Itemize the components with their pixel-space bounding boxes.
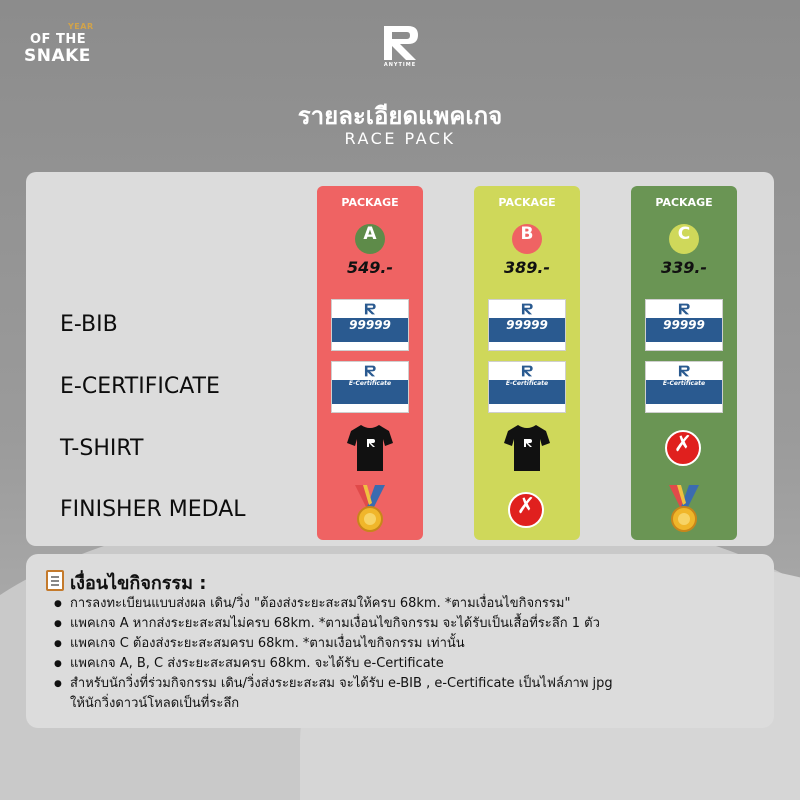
- package-price: 389.-: [503, 258, 551, 277]
- conditions-title: [46, 568, 206, 597]
- package-label: PACKAGE: [655, 196, 713, 209]
- tshirt-icon: [347, 423, 393, 473]
- not-included-icon: ✗: [508, 492, 544, 528]
- r-logo-icon: [520, 365, 534, 377]
- package-letter-badge: C: [669, 224, 699, 254]
- package-a-column: [317, 186, 423, 540]
- row-label-ebib: E-BIB: [60, 312, 118, 337]
- bib-number: 99999: [332, 318, 408, 342]
- ebib-image: [331, 299, 409, 351]
- tshirt-icon: [504, 423, 550, 473]
- badge-line1: OF THE: [30, 32, 87, 47]
- r-logo-icon: [677, 303, 691, 315]
- ecertificate-image: [331, 361, 409, 413]
- package-letter-badge: A: [355, 224, 385, 254]
- condition-item: ● การลงทะเบียนแบบส่งผล เดิน/วิ่ง "ต้องส่งระยะสะสมให้ครบ 68km. *ตามเงื่อนไขกิจกรรม": [54, 594, 754, 614]
- condition-item: ● แพคเกจ A, B, C ส่งระยะสะสมครบ 68km. จะได้รับ e-Certificate: [54, 654, 754, 674]
- r-logo-icon: [363, 365, 377, 377]
- package-price: 549.-: [346, 258, 394, 277]
- badge-line2: SNAKE: [24, 46, 91, 66]
- certificate-text: E-Certificate: [332, 380, 408, 404]
- r-logo-icon: [378, 24, 422, 62]
- condition-item: ● แพคเกจ A หากส่งระยะสะสมไม่ครบ 68km. *ตามเงื่อนไขกิจกรรม จะได้รับเป็นเสื้อที่ระลึก 1 ตัว: [54, 614, 754, 634]
- page-subtitle: RACE PACK: [344, 129, 456, 148]
- r-logo-icon: [520, 303, 534, 315]
- ebib-image: [488, 299, 566, 351]
- package-label: PACKAGE: [498, 196, 556, 209]
- package-b-column: [474, 186, 580, 540]
- badge-year: YEAR: [68, 22, 94, 31]
- bib-number: 99999: [489, 318, 565, 342]
- ecertificate-image: [488, 361, 566, 413]
- bib-number: 99999: [646, 318, 722, 342]
- page-title: รายละเอียดแพคเกจ: [297, 102, 503, 130]
- logo-brand-text: ANYTIME: [383, 62, 417, 68]
- row-label-medal: FINISHER MEDAL: [60, 497, 246, 522]
- conditions-title-text: เงื่อนไขกิจกรรม :: [70, 573, 207, 594]
- condition-item: ● แพคเกจ C ต้องส่งระยะสะสมครบ 68km. *ตามเงื่อนไขกิจกรรม เท่านั้น: [54, 634, 754, 654]
- certificate-text: E-Certificate: [489, 380, 565, 404]
- certificate-text: E-Certificate: [646, 380, 722, 404]
- package-price: 339.-: [660, 258, 708, 277]
- package-label: PACKAGE: [341, 196, 399, 209]
- finisher-medal-icon: [667, 485, 701, 533]
- year-of-the-snake-badge: [24, 22, 114, 68]
- finisher-medal-icon: [353, 485, 387, 533]
- clipboard-icon: [46, 570, 64, 591]
- conditions-panel: [26, 554, 774, 728]
- row-label-tshirt: T-SHIRT: [60, 436, 144, 461]
- package-c-column: [631, 186, 737, 540]
- condition-item: ● สำหรับนักวิ่งที่ร่วมกิจกรรม เดิน/วิ่งส่งระยะสะสม จะได้รับ e-BIB , e-Certificate เป็นไฟล์ภาพ jpg: [54, 674, 754, 694]
- ecertificate-image: [645, 361, 723, 413]
- anytime-logo: [378, 24, 422, 68]
- package-letter-badge: B: [512, 224, 542, 254]
- r-logo-icon: [363, 303, 377, 315]
- r-logo-icon: [677, 365, 691, 377]
- condition-item-continuation: ให้นักวิ่งดาวน์โหลดเป็นที่ระลึก: [70, 696, 240, 711]
- row-label-ecert: E-CERTIFICATE: [60, 374, 220, 399]
- not-included-icon: ✗: [665, 430, 701, 466]
- ebib-image: [645, 299, 723, 351]
- conditions-list: [54, 594, 754, 714]
